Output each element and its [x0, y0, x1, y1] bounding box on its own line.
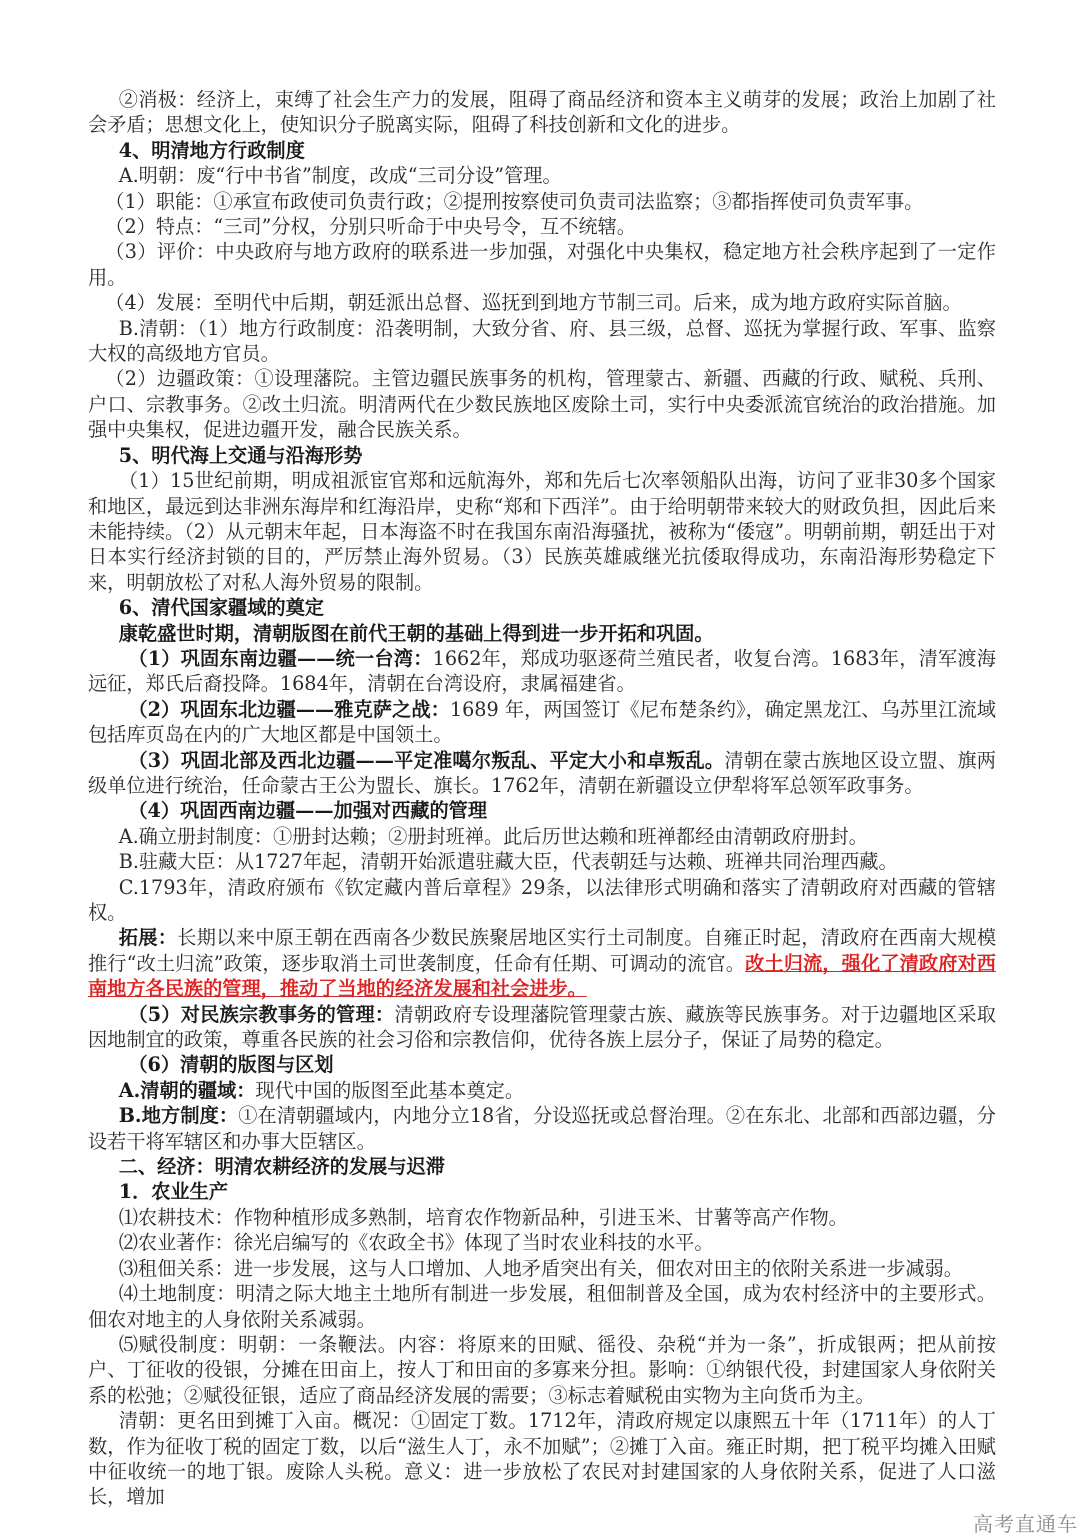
watermark: 高考直通车: [973, 1511, 1078, 1536]
subheading-kangqian: 康乾盛世时期，清朝版图在前代王朝的基础上得到进一步开拓和巩固。: [118, 621, 714, 645]
heading-maritime: 5、明代海上交通与沿海形势: [118, 443, 363, 467]
paragraph-agri-works: ⑵农业著作：徐光启编写的《农政全书》体现了当时农业科技的水平。: [118, 1231, 714, 1255]
paragraph-ming-admin: A.明朝：废“行中书省”制度，改成“三司分设”管理。: [118, 164, 562, 188]
paragraph-tenancy: ⑶租佃关系：进一步发展，这与人口增加、人地矛盾突出有关，佃农对田主的依附关系进一步减弱。: [118, 1256, 963, 1280]
paragraph-tax-qing: 清朝：更名田到摊丁入亩。概况：①固定丁数。1712年，清政府规定以康熙五十年（1711年）的人丁数，作为征收丁税的固定丁数，以后“滋生人丁，永不加赋”；②摊丁入亩。雍正时期，把丁税平均摊入田赋中征收统一的地丁银。废除人头税。意义：进一步放松了农民对封建国家的人身依附关系，促进了人口滋长，增加: [88, 1409, 996, 1509]
paragraph-maritime: （1）15世纪前期，明成祖派宦官郑和远航海外，郑和先后七次率领船队出海，访问了亚非30多个国家和地区，最远到达非洲东海岸和红海沿岸，史称“郑和下西洋”。由于给明朝带来较大的财政负担，因此后来未能持续。（2）从元朝末年起，日本海盗不时在我国东南沿海骚扰，被称为“倭寇”。明朝前期，朝廷出于对日本实行经济封锁的目的，严厉禁止海外贸易。（3）民族英雄戚继光抗倭取得成功，东南沿海形势稳定下来，明朝放松了对私人海外贸易的限制。: [88, 469, 996, 594]
paragraph-taiwan: [88, 646, 996, 697]
label: B.地方制度：: [118, 1104, 239, 1128]
heading-local-admin: 4、明清地方行政制度: [118, 138, 305, 162]
paragraph-qing-admin: B.清朝：（1）地方行政制度：沿袭明制，大致分省、府、县三级，总督、巡抚为掌握行政、军事、监察大权的高级地方官员。: [88, 316, 996, 366]
paragraph-frontier-policy: （2）边疆政策：①设理藩院。主管边疆民族事务的机构，管理蒙古、新疆、西藏的行政、赋税、兵刑、户口、宗教事务。②改土归流。明清两代在少数民族地区废除土司，实行中央委派流官统治的政治措施。加强中央集权，促进边疆开发，融合民族关系。: [88, 367, 996, 442]
paragraph-functions: （1）职能：①承宣布政使司负责行政；②提刑按察使司负责司法监察；③都指挥使司负责军事。: [105, 189, 924, 213]
heading-economy: 二、经济：明清农耕经济的发展与迟滞: [118, 1155, 445, 1179]
paragraph-features: （2）特点：“三司”分权，分别只听命于中央号令，互不统辖。: [105, 215, 636, 239]
heading-agriculture: 1．农业生产: [118, 1180, 229, 1204]
text: ①在清朝疆域内，内地分立18省，分设巡抚或总督治理。②在东北、北部和西部边疆，分设若干将军辖区和办事大臣辖区。: [88, 1104, 996, 1153]
paragraph-tibet-a: A.确立册封制度：①册封达赖；②册封班禅。此后历世达赖和班禅都经由清朝政府册封。: [118, 824, 868, 848]
paragraph-territory: [88, 1078, 996, 1103]
paragraph-evaluation: （3）评价：中央政府与地方政府的联系进一步加强，对强化中央集权，稳定地方社会秩序起到了一定作用。: [88, 240, 996, 289]
text: 现代中国的版图至此基本奠定。: [255, 1078, 525, 1102]
highlighted-conclusion: 改土归流，强化了清政府对西南地方各民族的管理，推动了当地的经济发展和社会进步。: [88, 951, 996, 1001]
paragraph-ethnic-affairs: [88, 1002, 996, 1053]
label: A.清朝的疆域：: [118, 1078, 256, 1102]
paragraph-yaksa: [88, 697, 996, 748]
text: 清朝在蒙古族地区设立盟、旗两级单位进行统治，任命蒙古王公为盟长、旗长。1762年，清朝在新疆设立伊犁将军总领军政事务。: [88, 748, 996, 797]
label: 拓展：: [118, 926, 178, 950]
document-page: [88, 0, 996, 1510]
paragraph-negative-effects: ②消极：经济上，束缚了社会生产力的发展，阻碍了商品经济和资本主义萌芽的发展；政治上加剧了社会矛盾；思想文化上，使知识分子脱离实际，阻碍了科技创新和文化的进步。: [88, 88, 996, 137]
heading-tibet: （4）巩固西南边疆——加强对西藏的管理: [128, 799, 488, 823]
paragraph-land-system: ⑷土地制度：明清之际大地主土地所有制进一步发展，租佃制普及全国，成为农村经济中的主要形式。佃农对地主的人身依附关系减弱。: [88, 1282, 996, 1331]
paragraph-local-system: [88, 1103, 996, 1154]
label: （3）巩固北部及西北边疆——平定准噶尔叛乱、平定大小和卓叛乱。: [128, 748, 725, 772]
paragraph-tibet-c: C.1793年，清政府颁布《钦定藏内普后章程》29条，以法律形式明确和落实了清朝政府对西藏的管辖权。: [88, 875, 996, 924]
paragraph-tax-ming: ⑸赋役制度：明朝：一条鞭法。内容：将原来的田赋、徭役、杂税“并为一条”，折成银两；把从前按户、丁征收的役银，分摊在田亩上，按人丁和田亩的多寡来分担。影响：①纳银代役，封建国家人身依附关系的松弛；②赋役征银，适应了商品经济发展的需要；③标志着赋税由实物为主向货币为主。: [88, 1332, 996, 1407]
label: （1）巩固东南边疆——统一台湾：: [128, 646, 433, 670]
paragraph-extension: [88, 925, 996, 1001]
text: 1689 年，两国签订《尼布楚条约》，确定黑龙江、乌苏里江流域包括库页岛在内的广大地区都是中国领土。: [88, 697, 996, 747]
label: （5）对民族宗教事务的管理：: [128, 1002, 395, 1026]
text: 长期以来中原王朝在西南各少数民族聚居地区实行土司制度。自雍正时起，清政府在西南大规模推行“改土归流”政策，逐步取消土司世袭制度，任命有任期、可调动的流官。: [88, 926, 997, 975]
label: （2）巩固东北边疆——雅克萨之战：: [128, 697, 450, 721]
heading-territory-division: （6）清朝的版图与区划: [128, 1053, 334, 1077]
watermark-row: [88, 1510, 1078, 1536]
paragraph-tibet-b: B.驻藏大臣：从1727年起，清朝开始派遣驻藏大臣，代表朝廷与达赖、班禅共同治理西藏。: [118, 850, 898, 874]
text: 1662年，郑成功驱逐荷兰殖民者，收复台湾。1683年，清军渡海远征，郑氏后裔投降。1684年，清朝在台湾设府，隶属福建省。: [88, 646, 996, 696]
paragraph-northwest: [88, 748, 996, 799]
text: 清朝政府专设理藩院管理蒙古族、藏族等民族事务。对于边疆地区采取因地制宜的政策，尊重各民族的社会习俗和宗教信仰，优待各族上层分子，保证了局势的稳定。: [88, 1002, 996, 1052]
paragraph-development: （4）发展：至明代中后期，朝廷派出总督、巡抚到到地方节制三司。后来，成为地方政府实际首脑。: [105, 291, 962, 315]
heading-territory: 6、清代国家疆域的奠定: [118, 596, 324, 620]
paragraph-agri-tech: ⑴农耕技术：作物种植形成多熟制，培育农作物新品种，引进玉米、甘薯等高产作物。: [118, 1205, 848, 1229]
